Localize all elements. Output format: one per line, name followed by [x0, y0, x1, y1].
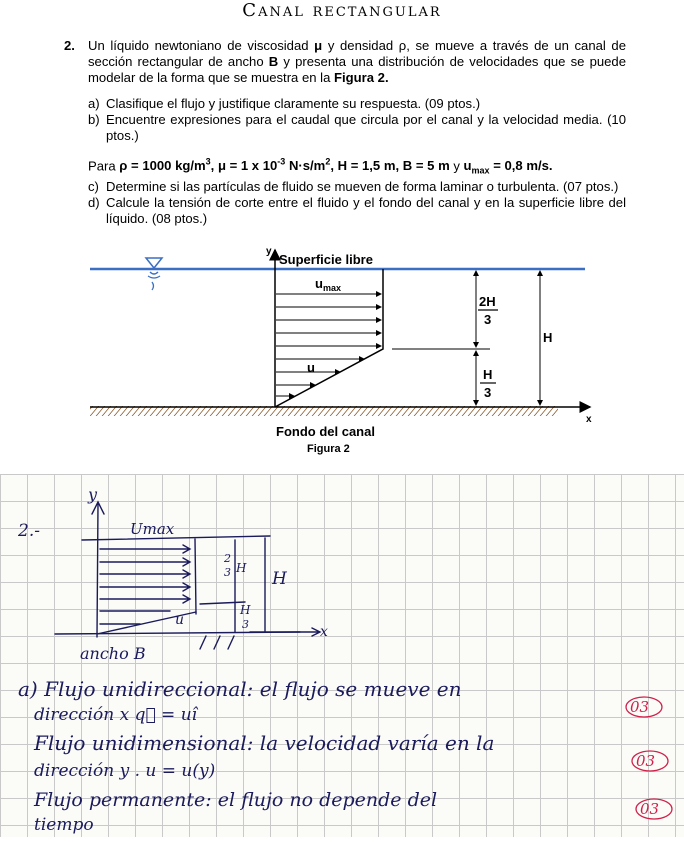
hw-line-4: dirección y . u = u(y) — [34, 761, 216, 781]
part-c-label: c) — [88, 178, 99, 194]
x-axis-label: x — [586, 414, 592, 425]
two-h-denominator: 3 — [484, 312, 492, 327]
hw-line-5: Flujo permanente: el flujo no depende del — [34, 789, 438, 811]
h-third-numerator: H — [483, 367, 493, 382]
hw-frac-bot-den: 3 — [242, 618, 249, 631]
given-mu-unit-exp: 2 — [325, 157, 331, 167]
hw-problem-number: 2.- — [18, 521, 40, 541]
water-level-icon — [146, 258, 162, 268]
hw-y-label: y — [88, 485, 98, 504]
h-total-label: H — [543, 330, 553, 345]
hw-line-6: tiempo — [34, 815, 94, 835]
hw-h-label: H — [272, 569, 287, 589]
part-d — [88, 195, 626, 227]
given-umax-sub: max — [471, 165, 490, 176]
stmt-part-1: Un líquido newtoniano de viscosidad — [88, 38, 315, 53]
velocity-profile-diagram — [0, 244, 684, 464]
hw-u-label: u — [175, 612, 185, 628]
surface-label: Superficie libre — [279, 252, 373, 267]
given-mu: , μ = 1 x 10 — [210, 158, 278, 174]
figure-caption: Figura 2 — [307, 443, 350, 455]
hw-grade-mark-3: 03 — [640, 800, 660, 818]
part-d-text: Calcule la tensión de corte entre el fluido y el fondo del canal y en la superficie libre del líquido. (08 ptos.) — [106, 194, 626, 226]
part-b-text: Encuentre expresiones para el caudal que circula por el canal y la velocidad media. (10 ptos.) — [106, 112, 626, 143]
given-para: Para — [88, 158, 120, 174]
stmt-mu: μ — [314, 38, 323, 53]
hw-grade-mark-2: 03 — [636, 752, 656, 770]
hw-line-1: a) Flujo unidireccional: el flujo se mueve en — [18, 677, 462, 701]
given-rho: ρ = 1000 kg/m — [119, 158, 206, 174]
part-a-label: a) — [88, 96, 100, 111]
part-b — [88, 112, 626, 144]
given-B: , B = 5 m — [395, 158, 450, 174]
figure-2 — [0, 244, 684, 464]
stmt-B: B — [268, 54, 279, 69]
problem-text — [88, 38, 626, 86]
hw-frac-bot-num: H — [240, 603, 251, 617]
given-umax: u — [463, 158, 472, 174]
page-title: Canal rectangular — [242, 0, 442, 21]
parts-cd — [88, 179, 626, 227]
bottom-label: Fondo del canal — [276, 424, 375, 439]
h-third-denominator: 3 — [484, 385, 492, 400]
hw-line-3: Flujo unidimensional: la velocidad varía en la — [34, 731, 495, 755]
handwritten-answer-sheet — [0, 474, 684, 837]
part-d-label: d) — [88, 194, 100, 210]
umax-label: $u_{max}$ — [315, 276, 341, 293]
hw-umax-label: Umax — [130, 520, 175, 538]
hw-frac-top: 2 — [224, 552, 231, 565]
u-label: u — [307, 360, 315, 375]
given-umax-val: = 0,8 m/s. — [489, 158, 553, 174]
given-mu-exp: -3 — [277, 157, 286, 167]
stmt-part-2: y densidad ρ, se mueve a través de un canal de sección rectangular de ancho — [88, 38, 626, 69]
part-a-text: Clasifique el flujo y justifique claramente su respuesta. (09 ptos.) — [106, 96, 481, 111]
hw-frac-top-den: 3 — [224, 566, 231, 579]
handwritten-sketch — [0, 474, 684, 837]
hw-frac-top-h: H — [236, 561, 247, 575]
problem-statement — [66, 38, 626, 227]
hw-line-2: dirección x q⃗ = uî — [34, 705, 198, 725]
hw-ancho-label: ancho B — [80, 644, 146, 663]
given-mu-unit: N·s/m — [285, 158, 326, 174]
given-rho-exp: 3 — [205, 157, 211, 167]
given-values — [88, 154, 626, 179]
given-H: , H = 1,5 m — [330, 158, 396, 174]
parts-ab — [88, 96, 626, 144]
hw-grade-mark-1: 03 — [630, 698, 650, 716]
stmt-part-3: y presenta una distribución de velocidades que se puede modelar de la forma que se muestra en la — [88, 54, 626, 85]
hw-x-label: x — [320, 624, 328, 640]
stmt-figure-ref: Figura 2. — [334, 70, 389, 85]
problem-number: 2. — [64, 38, 75, 53]
given-y: y — [449, 158, 464, 174]
y-axis-label: y — [266, 246, 272, 257]
part-b-label: b) — [88, 112, 100, 127]
part-c-text: Determine si las partículas de fluido se mueven de forma laminar o turbulenta. (07 ptos.) — [106, 178, 619, 194]
two-h-numerator: 2H — [479, 294, 496, 309]
part-c — [88, 179, 626, 195]
part-a — [88, 96, 626, 112]
